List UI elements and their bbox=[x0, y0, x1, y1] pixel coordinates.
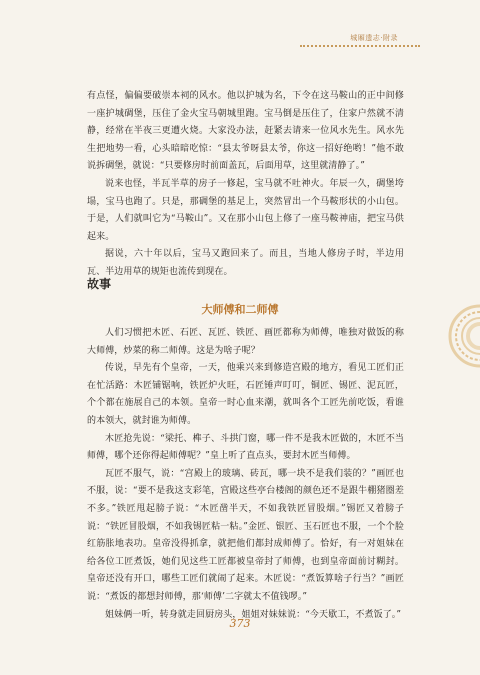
story-paragraph-5: 姐妹俩一听，转身就走回厨房头，姐姐对妹妹说：“今天歇工，不煮饭了。” bbox=[105, 609, 402, 620]
decorative-ring-icon bbox=[448, 304, 480, 368]
paragraph-1: 有点怪，偏偏要破崇本祠的风水。他以护城为名，下令在这马鞍山的正中间修一座护城碉堡，压住了金火宝马朝城里跑。宝马倒是压住了，住家户然就不清静，经常在半夜三更遭火烧。大家没办法，赶紧去请来一位风水先生。风水先生把地势一看，心头暗暗吃惊：“县太爷呀县太爷，你这一招好绝哟！”他不敢说拆碉堡，就说：“只要修房时前面盖瓦，后面用草，这里就清静了。” bbox=[87, 91, 404, 172]
page-number: 373 bbox=[229, 617, 251, 630]
story-paragraph-2: 传说，早先有个皇帝，一天，他乘兴来到修造宫殿的地方，看见工匠们正在忙活路：木匠铺锯响，铁匠炉火旺，石匠锤声叮叮，铜匠、锡匠、泥瓦匠，个个都在施展自己的本领。皇帝一时心血来潮，就叫各个工匠先前吃饭，看谁的本领大，就封谁为师傅。 bbox=[87, 363, 404, 426]
header-dotted-rule bbox=[300, 45, 420, 47]
top-text-block bbox=[87, 88, 404, 282]
story-paragraph-3: 木匠抢先说：“梁托、榫子、斗拱门窗，哪一件不是我木匠做的，木匠不当师傅，哪个还你得起师傅呢？”皇上听了直点头，要封木匠当师傅。 bbox=[87, 433, 404, 462]
story-text-block bbox=[87, 325, 404, 624]
paragraph-2: 说来也怪，半瓦半草的房子一修起，宝马就不吐神火。年辰一久，碉堡垮塌，宝马也跑了。只是，那碉堡的基足上，突然冒出一个马鞍形状的小山包。于是，人们就叫它为“马鞍山”。又在那小山包上修了一座马鞍神庙，把宝马供起来。 bbox=[87, 178, 404, 242]
paragraph-3: 据说，六十年以后，宝马又跑回来了。而且，当地人修房子时，半边用瓦、半边用草的规矩也流传到现在。 bbox=[87, 249, 404, 277]
story-paragraph-4: 瓦匠不服气，说：“宫殿上的玻璃、砖瓦，哪一块不是我们装的？”画匠也不服，说：“要不是我这支彩笔，宫殿这些亭台楼阁的颜色还不是跟牛棚猪圈差不多。”铁匠甩起膀子说：“木匠凿半天，不如我铁匠冒股烟。”锡匠又着膀子说：“铁匠冒股烟，不如我锡匠粘一粘。”金匠、银匠、玉石匠也不服，一个个脸红筋胀地表功。皇帝没得抓拿，就把他们都封成师傅了。恰好，有一对姐妹在给各位工匠煮饭，她们见这些工匠都被皇帝封了师傅，也到皇帝面前讨糊封。皇帝还没有开口，哪些工匠们就闹了起来。木匠说：“煮饭算啥子行当？”画匠说：“煮饭的都想封师傅，那‘师傅’二字就太不值钱啰。” bbox=[87, 468, 404, 602]
story-paragraph-1: 人们习惯把木匠、石匠、瓦匠、铁匠、画匠都称为师傅，唯独对做饭的称大师傅，炒菜的称二师傅。这是为啥子呢？ bbox=[87, 328, 404, 356]
running-header: 城厢遗志·附录 bbox=[350, 34, 398, 42]
section-title: 故事 bbox=[87, 277, 112, 291]
story-title: 大师傅和二师傅 bbox=[201, 303, 279, 316]
